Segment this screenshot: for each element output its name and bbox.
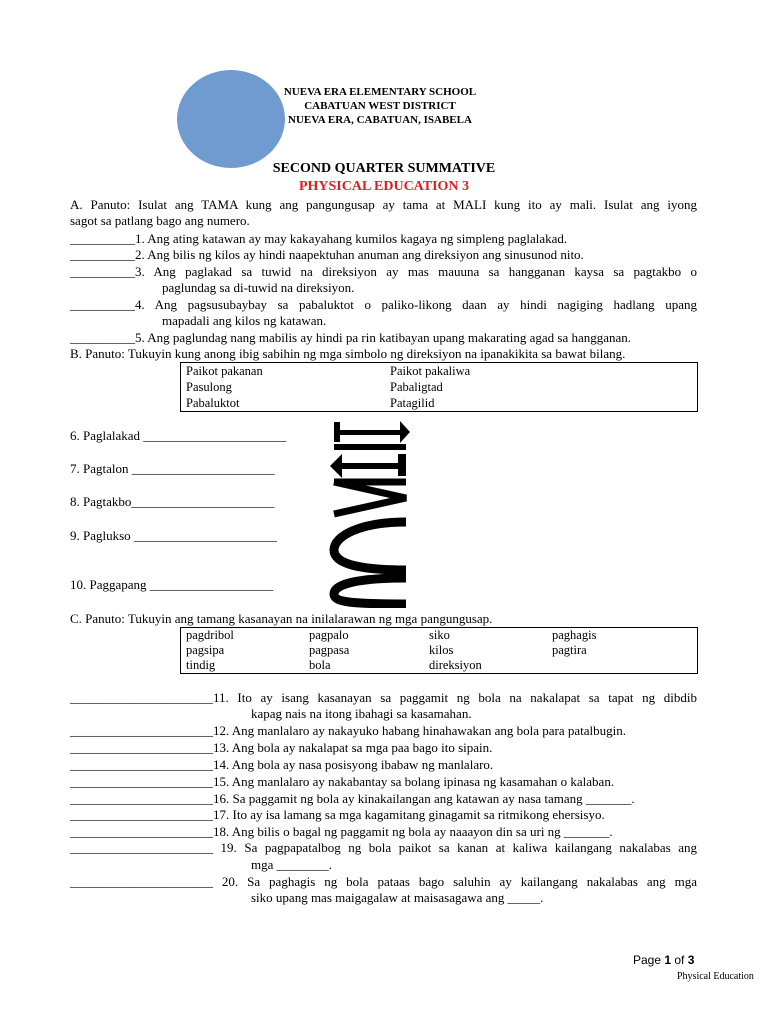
exam-title: SECOND QUARTER SUMMATIVE bbox=[272, 161, 496, 176]
part-b-choices-box bbox=[180, 362, 698, 412]
choice: Pasulong bbox=[186, 380, 232, 394]
direction-symbols bbox=[320, 418, 410, 608]
page-of: of bbox=[671, 953, 688, 967]
question-18: ______________________18. Ang bilis o bagal ng paggamit ng bola ay naaayon din sa uri ng _______. bbox=[70, 824, 613, 839]
question-4: __________4. Ang pagsusubaybay sa pabaluktot o paliko-likong daan ay hindi nagiging hadlang upang bbox=[70, 297, 697, 312]
school-name: NUEVA ERA ELEMENTARY SCHOOL bbox=[283, 86, 477, 98]
question-6: 6. Paglalakad ______________________ bbox=[70, 428, 287, 443]
part-b-instruction: B. Panuto: Tukuyin kung anong ibig sabihin ng mga simbolo ng direksiyon na ipanakikita sa bawat bilang. bbox=[70, 346, 626, 361]
question-19: ______________________ 19. Sa pagpapatalbog ng bola paikot sa kanan at kaliwa kailangang nakalabas ang bbox=[70, 840, 697, 855]
page-number bbox=[633, 953, 694, 967]
subject-title: PHYSICAL EDUCATION 3 bbox=[298, 179, 470, 194]
question-14: ______________________14. Ang bola ay nasa posisyong ibabaw ng manlalaro. bbox=[70, 757, 494, 772]
choice: pagdribol bbox=[186, 628, 234, 642]
question-19-cont: mga ________. bbox=[251, 857, 332, 872]
footer-subject: Physical Education bbox=[677, 971, 754, 982]
choice: Paikot pakaliwa bbox=[390, 364, 471, 378]
choice: pagsipa bbox=[186, 643, 225, 657]
question-20: ______________________ 20. Sa paghagis ng bola pataas bago saluhin ay kailangang nakalabas ang mga bbox=[70, 874, 697, 889]
part-a-instruction-cont: sagot sa patlang bago ang numero. bbox=[70, 213, 250, 228]
school-address: NUEVA ERA, CABATUAN, ISABELA bbox=[288, 114, 472, 126]
question-2: __________2. Ang bilis ng kilos ay hindi naapektuhan anuman ang direksiyon ang sinusunod nito. bbox=[70, 247, 584, 262]
part-c-choices-box bbox=[180, 627, 698, 674]
forward-arrow-icon bbox=[334, 421, 410, 443]
bar-icon bbox=[334, 444, 406, 450]
question-16: ______________________16. Sa paggamit ng bola ay kinakailangan ang katawan ay nasa tamang _______. bbox=[70, 791, 635, 806]
question-17: ______________________17. Ito ay isa lamang sa mga kagamitang ginagamit sa ritmikong ehersisyo. bbox=[70, 807, 605, 822]
page-prefix: Page bbox=[633, 953, 665, 967]
choice: bola bbox=[309, 658, 331, 672]
question-20-cont: siko upang mas maigagalaw at maisasagawa ang _____. bbox=[251, 890, 544, 905]
question-7: 7. Pagtalon ______________________ bbox=[70, 461, 275, 476]
choice: pagtira bbox=[552, 643, 587, 657]
choice: Paikot pakanan bbox=[186, 364, 263, 378]
choice: Patagilid bbox=[390, 396, 435, 410]
page-total: 3 bbox=[687, 953, 695, 967]
choice: Pabaluktot bbox=[186, 396, 240, 410]
part-c-instruction: C. Panuto: Tukuyin ang tamang kasanayan na inilalarawan ng mga pangungusap. bbox=[70, 611, 493, 626]
question-3: __________3. Ang paglakad sa tuwid na direksiyon ay mas mauuna sa hangganan kaysa sa pagtakbo o bbox=[70, 264, 697, 279]
choice: tindig bbox=[186, 658, 216, 672]
choice: Pabaligtad bbox=[390, 380, 443, 394]
choice: kilos bbox=[429, 643, 454, 657]
question-15: ______________________15. Ang manlalaro ay nakabantay sa bolang ipinasa ng kasamahan o kalaban. bbox=[70, 774, 615, 789]
question-9: 9. Paglukso ______________________ bbox=[70, 528, 277, 543]
question-8: 8. Pagtakbo______________________ bbox=[70, 494, 275, 509]
choice: direksiyon bbox=[429, 658, 482, 672]
question-3-cont: paglundag sa di-tuwid na direksiyon. bbox=[162, 280, 355, 295]
question-11: ______________________11. Ito ay isang kasanayan sa paggamit ng bola na nakalapat sa tapat ng dibdib bbox=[70, 690, 697, 705]
choice: pagpasa bbox=[309, 643, 350, 657]
district-name: CABATUAN WEST DISTRICT bbox=[304, 100, 456, 112]
part-a-instruction: A. Panuto: Isulat ang TAMA kung ang pangungusap ay tama at MALI kung ito ay mali. Isulat ang iyong bbox=[70, 197, 697, 212]
wave-icon bbox=[334, 578, 406, 604]
backward-arrow-icon bbox=[330, 454, 406, 478]
question-12: ______________________12. Ang manlalaro ay nakayuko habang hinahawakan ang bola para patalbugin. bbox=[70, 723, 626, 738]
choice: siko bbox=[429, 628, 450, 642]
school-logo bbox=[177, 70, 285, 168]
question-11-cont: kapag nais na itong ibahagi sa kasamahan. bbox=[251, 706, 472, 721]
question-13: ______________________13. Ang bola ay nakalapat sa mga paa bago ito sipain. bbox=[70, 740, 493, 755]
question-4-cont: mapadali ang kilos ng katawan. bbox=[162, 313, 327, 328]
question-1: __________1. Ang ating katawan ay may kakayahang kumilos kagaya ng simpleng paglalakad. bbox=[70, 231, 568, 246]
curve-icon bbox=[334, 522, 406, 570]
question-10: 10. Paggapang ___________________ bbox=[70, 577, 274, 592]
zigzag-icon bbox=[334, 482, 406, 514]
choice: pagpalo bbox=[309, 628, 349, 642]
choice: paghagis bbox=[552, 628, 597, 642]
page-current: 1 bbox=[664, 953, 672, 967]
question-5: __________5. Ang paglundag nang mabilis ay hindi pa rin katibayan upang makarating agad sa hangganan. bbox=[70, 330, 632, 345]
